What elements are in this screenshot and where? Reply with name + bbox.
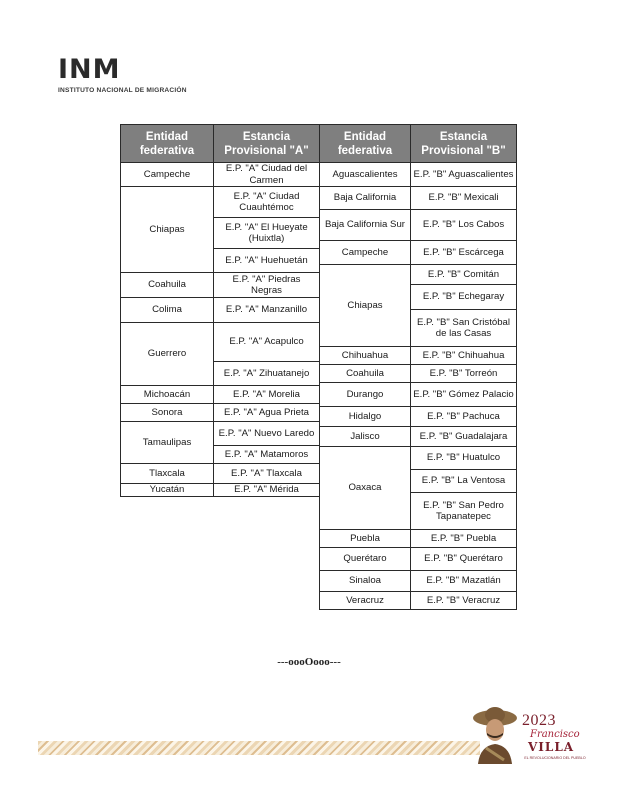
table-b-entity-cell: Baja California Sur [320, 210, 411, 241]
table-b-station-cell: E.P. "B" Querétaro [411, 548, 517, 571]
table-b-station-cell: E.P. "B" San Cristóbal de las Casas [411, 310, 517, 347]
table-a-entity-cell: Chiapas [121, 187, 214, 273]
table-a-row [121, 187, 320, 218]
inm-logo-mark: INM [58, 54, 121, 85]
table-b-station-cell: E.P. "B" Mexicali [411, 187, 517, 210]
table-b-entity-cell: Chihuahua [320, 347, 411, 365]
table-b-station-cell: E.P. "B" Mazatlán [411, 571, 517, 592]
table-b-station-cell: E.P. "B" La Ventosa [411, 470, 517, 493]
table-b-entity-cell: Oaxaca [320, 447, 411, 530]
table-a-row [121, 298, 320, 323]
inm-logo [58, 56, 187, 94]
table-a-station-cell: E.P. "A" El Hueyate (Huixtla) [214, 218, 320, 249]
table-a-entity-cell: Guerrero [121, 323, 214, 386]
table-b-station-cell: E.P. "B" Los Cabos [411, 210, 517, 241]
table-b-entity-cell: Campeche [320, 241, 411, 265]
table-b-entity-cell: Chiapas [320, 265, 411, 347]
table-a-entity-cell: Michoacán [121, 386, 214, 404]
table-b-entity-cell: Sinaloa [320, 571, 411, 592]
table-b-row [320, 241, 517, 265]
table-b-row [320, 427, 517, 447]
table-a-header-row [121, 125, 320, 163]
table-b-station-cell: E.P. "B" Comitán [411, 265, 517, 285]
emblem-tagline: EL REVOLUCIONARIO DEL PUEBLO [524, 756, 586, 760]
table-b-row [320, 571, 517, 592]
table-b-row [320, 592, 517, 610]
table-a-station-cell: E.P. "A" Manzanillo [214, 298, 320, 323]
table-b-row [320, 210, 517, 241]
table-a-header-entity: Entidad federativa [121, 125, 214, 163]
table-b-station-cell: E.P. "B" Gómez Palacio [411, 383, 517, 407]
table-a-entity-cell: Campeche [121, 163, 214, 187]
table-a-station-cell: E.P. "A" Nuevo Laredo [214, 422, 320, 446]
table-a-entity-cell: Colima [121, 298, 214, 323]
table-b-row [320, 265, 517, 285]
table-b-row [320, 187, 517, 210]
table-b-station-cell: E.P. "B" Puebla [411, 530, 517, 548]
table-b-entity-cell: Coahuila [320, 365, 411, 383]
table-a-entity-cell: Sonora [121, 404, 214, 422]
table-b-header-entity: Entidad federativa [320, 125, 411, 163]
table-b-row [320, 383, 517, 407]
table-a-body [121, 163, 320, 497]
table-a-entity-cell: Coahuila [121, 273, 214, 298]
table-a-station-cell: E.P. "A" Tlaxcala [214, 464, 320, 484]
table-a-entity-cell: Tamaulipas [121, 422, 214, 464]
table-a-row [121, 273, 320, 298]
emblem-year: 2023 [522, 712, 556, 729]
table-b-entity-cell: Querétaro [320, 548, 411, 571]
table-a-station-cell: E.P. "A" Piedras Negras [214, 273, 320, 298]
table-estancia-b [319, 124, 517, 610]
table-a-station-cell: E.P. "A" Acapulco [214, 323, 320, 362]
table-a-station-cell: E.P. "A" Morelia [214, 386, 320, 404]
table-a-row [121, 404, 320, 422]
table-a-station-cell: E.P. "A" Matamoros [214, 446, 320, 464]
table-a-station-cell: E.P. "A" Ciudad Cuauhtémoc [214, 187, 320, 218]
table-b-entity-cell: Jalisco [320, 427, 411, 447]
table-a-station-cell: E.P. "A" Mérida [214, 484, 320, 497]
table-b-entity-cell: Hidalgo [320, 407, 411, 427]
table-b-row [320, 530, 517, 548]
table-a-station-cell: E.P. "A" Ciudad del Carmen [214, 163, 320, 187]
table-b-body [320, 163, 517, 610]
table-b-row [320, 365, 517, 383]
table-b-row [320, 447, 517, 470]
table-b-row [320, 407, 517, 427]
end-separator: ---oooOooo--- [277, 656, 341, 668]
emblem-last-name: VILLA [528, 740, 575, 754]
table-b-header-station: Estancia Provisional "B" [411, 125, 517, 163]
table-b-station-cell: E.P. "B" Chihuahua [411, 347, 517, 365]
table-b-station-cell: E.P. "B" Guadalajara [411, 427, 517, 447]
table-b-entity-cell: Puebla [320, 530, 411, 548]
table-a-station-cell: E.P. "A" Huehuetán [214, 249, 320, 273]
table-a-row [121, 422, 320, 446]
table-b-station-cell: E.P. "B" Echegaray [411, 285, 517, 310]
table-a-row [121, 163, 320, 187]
table-a-station-cell: E.P. "A" Zihuatanejo [214, 362, 320, 386]
institution-name: INSTITUTO NACIONAL DE MIGRACIÓN [58, 87, 187, 94]
emblem-first-name: Francisco [530, 729, 580, 740]
villa-portrait-icon [472, 704, 518, 764]
table-b-station-cell: E.P. "B" Aguascalientes [411, 163, 517, 187]
table-b-header-row [320, 125, 517, 163]
table-a-entity-cell: Yucatán [121, 484, 214, 497]
table-a-station-cell: E.P. "A" Agua Prieta [214, 404, 320, 422]
table-b-entity-cell: Durango [320, 383, 411, 407]
table-a-row [121, 464, 320, 484]
table-b-entity-cell: Veracruz [320, 592, 411, 610]
table-a-header-station: Estancia Provisional "A" [214, 125, 320, 163]
table-b-entity-cell: Baja California [320, 187, 411, 210]
table-b-station-cell: E.P. "B" Escárcega [411, 241, 517, 265]
table-a-row [121, 484, 320, 497]
decorative-border-band [38, 741, 480, 755]
table-a-entity-cell: Tlaxcala [121, 464, 214, 484]
table-b-station-cell: E.P. "B" Huatulco [411, 447, 517, 470]
table-estancia-a [120, 124, 320, 497]
table-a-row [121, 386, 320, 404]
table-b-row [320, 347, 517, 365]
table-b-station-cell: E.P. "B" Pachuca [411, 407, 517, 427]
table-b-row [320, 163, 517, 187]
francisco-villa-2023-emblem [470, 700, 590, 770]
table-b-station-cell: E.P. "B" San Pedro Tapanatepec [411, 493, 517, 530]
table-b-station-cell: E.P. "B" Torreón [411, 365, 517, 383]
table-b-row [320, 548, 517, 571]
table-a-row [121, 323, 320, 362]
table-b-station-cell: E.P. "B" Veracruz [411, 592, 517, 610]
table-b-entity-cell: Aguascalientes [320, 163, 411, 187]
